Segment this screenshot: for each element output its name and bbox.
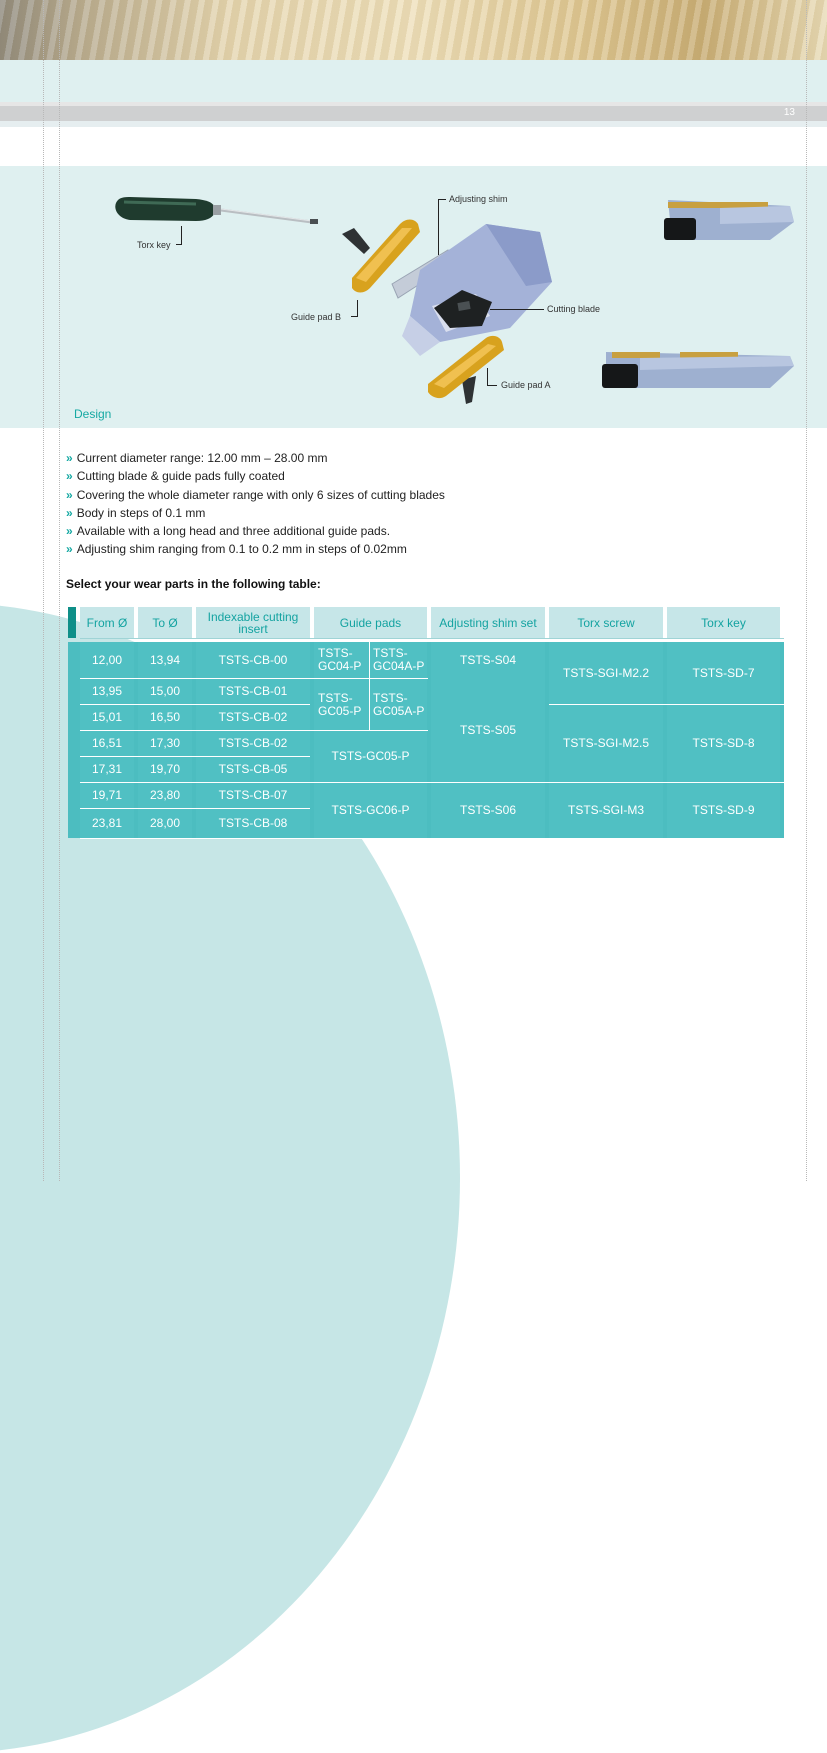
cell-shim: TSTS-S04 <box>459 652 516 667</box>
cell-from: 16,51 <box>91 736 123 750</box>
feature-text: Body in steps of 0.1 mm <box>76 505 206 520</box>
header-guide-pads: Guide pads <box>314 607 427 638</box>
feature-item <box>66 449 445 467</box>
cell-guide-pad: TSTS-GC05-P <box>331 749 410 763</box>
header-divider <box>0 121 827 127</box>
cell-to: 16,50 <box>149 710 181 724</box>
guide-pad-text: GC04-P <box>318 659 362 673</box>
cell-guide-pad: TSTS-GC06-P <box>331 803 410 817</box>
header-insert-line1: Indexable cutting <box>207 609 299 624</box>
cell-screw: TSTS-SGI-M3 <box>567 803 644 817</box>
bullet-marker: » <box>66 524 73 539</box>
feature-item <box>66 522 445 540</box>
cell-guide-pad-b <box>370 679 427 730</box>
guide-pad-b-leader <box>357 300 359 316</box>
wear-parts-table <box>68 607 784 841</box>
header-bar <box>0 106 827 121</box>
feature-text: Covering the whole diameter range with only 6 sizes of cutting blades <box>76 487 445 502</box>
feature-text: Cutting blade & guide pads fully coated <box>76 469 285 484</box>
guide-pad-text: GC05A-P <box>373 703 425 718</box>
cell-to: 28,00 <box>149 816 181 830</box>
header-insert-line2: insert <box>238 621 268 636</box>
header-key: Torx key <box>667 607 780 638</box>
cell-insert: TSTS-CB-08 <box>218 816 288 830</box>
bullet-marker: » <box>66 451 73 465</box>
guide-pad-a-leader <box>487 368 489 385</box>
header-photo <box>0 0 827 60</box>
cutting-blade-label: Cutting blade <box>547 304 601 314</box>
guide-pad-text: GC04A-P <box>373 659 425 673</box>
bullet-marker: » <box>66 542 73 557</box>
cell-key: TSTS-SD-7 <box>692 665 755 680</box>
guide-pad-text: TSTS- <box>373 646 408 660</box>
guide-pad-text: TSTS- <box>318 646 353 660</box>
guide-pad-text: GC05-P <box>318 703 362 718</box>
cell-screw: TSTS-SGI-M2.2 <box>562 665 649 680</box>
cell-insert: TSTS-CB-00 <box>218 652 288 667</box>
torx-key-leader <box>181 226 183 244</box>
table-heading: Select your wear parts in the following table: <box>66 577 321 591</box>
cell-insert: TSTS-CB-01 <box>218 684 288 698</box>
adjusting-shim-label: Adjusting shim <box>449 194 508 204</box>
cell-from: 23,81 <box>91 816 123 830</box>
header-insert <box>196 607 310 638</box>
design-label: Design <box>74 407 112 421</box>
page-number: 13 <box>783 107 795 118</box>
cell-guide-pad-a <box>314 642 369 678</box>
cell-to: 17,30 <box>149 736 181 750</box>
bullet-marker: » <box>66 487 73 502</box>
cell-to: 23,80 <box>149 788 181 802</box>
feature-item <box>66 467 445 485</box>
cell-shim: TSTS-S06 <box>459 803 516 817</box>
torx-key-label: Torx key <box>137 240 171 250</box>
torx-key-leader-tick <box>176 244 182 246</box>
table-bottom-rule <box>80 838 784 839</box>
guide-pad-text: TSTS- <box>318 690 353 705</box>
cutting-blade-leader <box>490 309 544 311</box>
feature-list <box>66 449 445 559</box>
bullet-marker: » <box>66 469 73 484</box>
feature-item <box>66 486 445 504</box>
header-rule <box>80 638 784 639</box>
cell-from: 13,95 <box>91 684 123 698</box>
guide-pad-a-label: Guide pad A <box>501 380 551 390</box>
guide-pad-text: TSTS- <box>373 690 408 705</box>
cell-insert: TSTS-CB-07 <box>218 788 288 802</box>
header-screw: Torx screw <box>549 607 663 638</box>
guide-pad-b-leader-tick <box>351 316 358 318</box>
header-accent-bar <box>68 607 76 638</box>
feature-text: Current diameter range: 12.00 mm – 28.00 mm <box>76 451 328 465</box>
guide-pad-a-leader-tick <box>487 385 497 387</box>
bullet-marker: » <box>66 505 73 520</box>
cell-from: 15,01 <box>91 710 123 724</box>
feature-text: Available with a long head and three additional guide pads. <box>76 524 391 539</box>
cell-to: 15,00 <box>149 684 181 698</box>
feature-text: Adjusting shim ranging from 0.1 to 0.2 mm in steps of 0.02mm <box>76 542 407 557</box>
cell-insert: TSTS-CB-02 <box>218 710 288 724</box>
header-shim: Adjusting shim set <box>431 607 545 638</box>
cell-key: TSTS-SD-9 <box>692 803 755 817</box>
cell-from: 19,71 <box>91 788 123 802</box>
cell-from: 17,31 <box>91 762 123 776</box>
header-band <box>0 60 827 102</box>
cell-key: TSTS-SD-8 <box>692 736 755 750</box>
cell-to: 19,70 <box>149 762 181 776</box>
cell-screw: TSTS-SGI-M2.5 <box>562 736 649 750</box>
adjusting-shim-leader <box>438 199 440 255</box>
cell-guide-pad-b <box>370 642 427 678</box>
tool-side-view-illustration <box>602 352 794 388</box>
cell-guide-pad-a <box>314 679 369 730</box>
cell-from: 12,00 <box>91 652 123 667</box>
cell-shim: TSTS-S05 <box>459 723 516 737</box>
feature-item <box>66 504 445 522</box>
tool-top-view-illustration <box>664 200 794 240</box>
cell-insert: TSTS-CB-05 <box>218 762 288 776</box>
design-illustration <box>0 166 827 428</box>
cell-insert: TSTS-CB-02 <box>218 736 288 750</box>
tool-body-illustration <box>402 224 552 356</box>
guide-pad-b-label: Guide pad B <box>291 312 342 322</box>
torx-key-illustration <box>115 197 318 224</box>
cell-to: 13,94 <box>149 652 181 667</box>
header-to: To Ø <box>138 607 192 638</box>
header-from: From Ø <box>80 607 134 638</box>
feature-item <box>66 540 445 558</box>
